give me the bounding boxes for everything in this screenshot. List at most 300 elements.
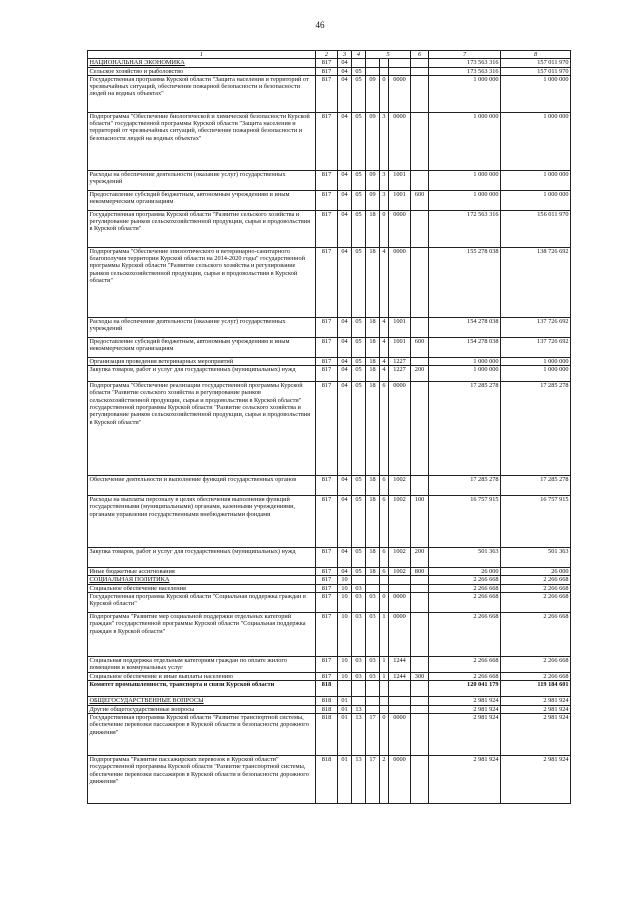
cell-amount-2: 137 726 692 — [501, 337, 571, 357]
cell-expense-type — [411, 755, 429, 803]
cell-amount-2: 2 266 668 — [501, 613, 571, 657]
cell-section: 04 — [338, 366, 352, 382]
cell-subprogram — [380, 681, 389, 697]
cell-ministry: 817 — [316, 357, 338, 365]
cell-amount-2: 2 981 924 — [501, 713, 571, 755]
cell-amount-2: 2 266 668 — [501, 584, 571, 592]
cell-direction: 0000 — [389, 382, 411, 476]
cell-subprogram: 6 — [380, 476, 389, 496]
table-row — [88, 337, 571, 357]
table-row — [88, 476, 571, 496]
cell-subsection: 05 — [352, 382, 366, 476]
table-row — [88, 613, 571, 657]
row-name: Подпрограмма "Обеспечение реализации государственной программы Курской области "Развитие сельского хозяйства и регулирование рынков сельскохозяйственной продукции, сырья и продовольствия в Курской области" государственной программы Курской области "Развитие сельского хозяйства и регулирование рынков сельскохозяйственной продукции, сырья и продовольствия в Курской области" — [88, 382, 316, 476]
cell-ministry: 817 — [316, 576, 338, 584]
row-name: Комитет промышленности, транспорта и связи Курской области — [88, 681, 316, 697]
cell-program: 09 — [366, 75, 380, 112]
cell-expense-type: 600 — [411, 337, 429, 357]
cell-amount-2: 157 011 970 — [501, 59, 571, 67]
cell-amount-2: 501 363 — [501, 548, 571, 568]
cell-expense-type — [411, 584, 429, 592]
cell-ministry: 817 — [316, 593, 338, 613]
cell-amount-1: 154 278 038 — [429, 337, 501, 357]
cell-subsection: 05 — [352, 317, 366, 337]
table-row — [88, 755, 571, 803]
row-name: Расходы на обеспечение деятельности (оказание услуг) государственных учреждений — [88, 317, 316, 337]
cell-expense-type — [411, 476, 429, 496]
cell-amount-2: 2 266 668 — [501, 576, 571, 584]
cell-section: 01 — [338, 705, 352, 713]
cell-amount-2: 1 000 000 — [501, 366, 571, 382]
cell-amount-2: 2 266 668 — [501, 673, 571, 681]
cell-expense-type — [411, 112, 429, 170]
cell-ministry: 817 — [316, 548, 338, 568]
cell-ministry: 817 — [316, 496, 338, 548]
cell-amount-1: 1 000 000 — [429, 357, 501, 365]
cell-amount-1: 172 563 316 — [429, 210, 501, 247]
table-row — [88, 657, 571, 673]
cell-direction — [389, 584, 411, 592]
row-name: НАЦИОНАЛЬНАЯ ЭКОНОМИКА — [88, 59, 316, 67]
cell-subprogram: 6 — [380, 496, 389, 548]
cell-program: 18 — [366, 548, 380, 568]
cell-amount-1: 154 278 038 — [429, 317, 501, 337]
table-row — [88, 713, 571, 755]
cell-subprogram — [380, 576, 389, 584]
row-name: Подпрограмма "Обеспечение биологической и химической безопасности Курской области" государственной программы Курской области "Защита населения и территорий от чрезвычайных ситуаций, обеспечение пожарной безопасности и безопасности людей на водных объектах" — [88, 112, 316, 170]
cell-amount-2: 2 981 924 — [501, 697, 571, 705]
cell-direction: 0000 — [389, 713, 411, 755]
cell-expense-type — [411, 613, 429, 657]
cell-section: 04 — [338, 548, 352, 568]
cell-expense-type — [411, 247, 429, 317]
cell-expense-type — [411, 67, 429, 75]
cell-ministry: 817 — [316, 657, 338, 673]
cell-direction — [389, 59, 411, 67]
cell-amount-2: 16 757 915 — [501, 496, 571, 548]
cell-section: 04 — [338, 382, 352, 476]
cell-subsection: 13 — [352, 755, 366, 803]
table-row — [88, 584, 571, 592]
cell-ministry: 817 — [316, 170, 338, 190]
cell-ministry: 817 — [316, 337, 338, 357]
cell-amount-2: 138 726 692 — [501, 247, 571, 317]
cell-direction: 0000 — [389, 613, 411, 657]
cell-section: 04 — [338, 247, 352, 317]
table-row — [88, 190, 571, 210]
cell-program: 03 — [366, 657, 380, 673]
row-name: Расходы на выплаты персоналу в целях обеспечения выполнения функций государственными (муниципальными) органами, казенными учреждениями, органами управления государственными внебюджетными фондами — [88, 496, 316, 548]
cell-amount-2: 119 184 601 — [501, 681, 571, 697]
cell-ministry: 817 — [316, 67, 338, 75]
cell-program: 03 — [366, 673, 380, 681]
cell-program — [366, 705, 380, 713]
cell-subsection: 05 — [352, 476, 366, 496]
cell-program: 18 — [366, 247, 380, 317]
cell-expense-type — [411, 593, 429, 613]
row-name: ОБЩЕГОСУДАРСТВЕННЫЕ ВОПРОСЫ — [88, 697, 316, 705]
cell-expense-type — [411, 357, 429, 365]
cell-subsection — [352, 681, 366, 697]
cell-section: 10 — [338, 593, 352, 613]
cell-expense-type — [411, 697, 429, 705]
table-row — [88, 548, 571, 568]
cell-subprogram: 6 — [380, 382, 389, 476]
cell-subsection: 05 — [352, 357, 366, 365]
cell-direction: 1001 — [389, 190, 411, 210]
row-name: Государственная программа Курской области "Социальная поддержка граждан в Курской области" — [88, 593, 316, 613]
cell-ministry: 817 — [316, 584, 338, 592]
header-col-6: 6 — [411, 51, 429, 59]
cell-subsection — [352, 59, 366, 67]
cell-section: 01 — [338, 713, 352, 755]
cell-direction — [389, 705, 411, 713]
cell-subprogram — [380, 584, 389, 592]
cell-amount-1: 1 000 000 — [429, 170, 501, 190]
cell-amount-1: 173 563 316 — [429, 67, 501, 75]
cell-subprogram: 1 — [380, 657, 389, 673]
cell-amount-2: 2 266 668 — [501, 593, 571, 613]
header-col-4: 4 — [352, 51, 366, 59]
cell-program: 18 — [366, 496, 380, 548]
cell-expense-type: 100 — [411, 496, 429, 548]
cell-direction: 1227 — [389, 357, 411, 365]
cell-section: 04 — [338, 190, 352, 210]
cell-subprogram: 0 — [380, 210, 389, 247]
cell-program: 09 — [366, 190, 380, 210]
cell-expense-type — [411, 170, 429, 190]
cell-amount-1: 2 981 924 — [429, 705, 501, 713]
row-name: Социальное обеспечение населения — [88, 584, 316, 592]
cell-ministry: 818 — [316, 697, 338, 705]
cell-ministry: 817 — [316, 210, 338, 247]
cell-subsection: 05 — [352, 548, 366, 568]
table-row — [88, 59, 571, 67]
table-row — [88, 705, 571, 713]
cell-program: 17 — [366, 713, 380, 755]
cell-direction: 1001 — [389, 317, 411, 337]
cell-section: 10 — [338, 584, 352, 592]
header-col-2: 2 — [316, 51, 338, 59]
row-name: Государственная программа Курской области "Развитие транспортной системы, обеспечение перевозки пассажиров в Курской области и безопасности дорожного движения" — [88, 713, 316, 755]
row-name: Подпрограмма "Развитие пассажирских перевозок в Курской области" государственной программы Курской области "Развитие транспортной системы, обеспечение перевозки пассажиров в Курской области и безопасности дорожного движения" — [88, 755, 316, 803]
cell-amount-1: 17 285 278 — [429, 476, 501, 496]
cell-direction: 1002 — [389, 568, 411, 576]
cell-amount-2: 2 266 668 — [501, 657, 571, 673]
cell-subprogram: 4 — [380, 247, 389, 317]
cell-section: 04 — [338, 317, 352, 337]
cell-amount-2: 1 000 000 — [501, 75, 571, 112]
table-row — [88, 697, 571, 705]
cell-subprogram: 0 — [380, 75, 389, 112]
cell-ministry: 817 — [316, 568, 338, 576]
cell-amount-1: 2 981 924 — [429, 697, 501, 705]
table-header-row — [88, 51, 571, 59]
cell-program — [366, 681, 380, 697]
cell-amount-1: 173 563 316 — [429, 59, 501, 67]
cell-subprogram: 2 — [380, 755, 389, 803]
cell-direction: 1227 — [389, 366, 411, 382]
cell-direction: 1002 — [389, 548, 411, 568]
cell-expense-type — [411, 59, 429, 67]
cell-amount-1: 501 363 — [429, 548, 501, 568]
cell-ministry: 818 — [316, 713, 338, 755]
cell-section: 10 — [338, 657, 352, 673]
row-name: Предоставление субсидий бюджетным, автономным учреждениям и иным некоммерческим организациям — [88, 190, 316, 210]
row-name: Подпрограмма "Развитие мер социальной поддержки отдельных категорий граждан" государственной программы Курской области "Социальная поддержка граждан в Курской области" — [88, 613, 316, 657]
cell-ministry: 818 — [316, 681, 338, 697]
row-name: Государственная программа Курской области "Защита населения и территорий от чрезвычайных ситуаций, обеспечение пожарной безопасности и безопасности людей на водных объектах" — [88, 75, 316, 112]
row-name: Государственная программа Курской области "Развитие сельского хозяйства и регулирование рынков сельскохозяйственной продукции, сырья и продовольствия в Курской области" — [88, 210, 316, 247]
table-row — [88, 593, 571, 613]
cell-program: 09 — [366, 170, 380, 190]
cell-program: 03 — [366, 593, 380, 613]
cell-subprogram: 0 — [380, 593, 389, 613]
cell-ministry: 818 — [316, 705, 338, 713]
cell-section: 04 — [338, 337, 352, 357]
cell-amount-1: 2 981 924 — [429, 755, 501, 803]
cell-subsection: 05 — [352, 366, 366, 382]
cell-expense-type: 200 — [411, 366, 429, 382]
cell-ministry: 817 — [316, 75, 338, 112]
cell-section: 04 — [338, 210, 352, 247]
cell-ministry: 817 — [316, 476, 338, 496]
cell-direction: 1002 — [389, 496, 411, 548]
cell-subprogram — [380, 67, 389, 75]
cell-section — [338, 681, 352, 697]
cell-section: 04 — [338, 75, 352, 112]
cell-expense-type — [411, 681, 429, 697]
cell-subprogram: 3 — [380, 190, 389, 210]
cell-direction: 0000 — [389, 75, 411, 112]
cell-subprogram: 4 — [380, 337, 389, 357]
table-row — [88, 568, 571, 576]
header-col-8: 8 — [501, 51, 571, 59]
row-name: Социальная поддержка отдельным категориям граждан по оплате жилого помещения и коммунальных услуг — [88, 657, 316, 673]
cell-expense-type — [411, 705, 429, 713]
cell-expense-type — [411, 713, 429, 755]
row-name: Закупка товаров, работ и услуг для государственных (муниципальных) нужд — [88, 366, 316, 382]
row-name: Подпрограмма "Обеспечение эпизоотического и ветеринарно-санитарного благополучия территории Курской области на 2014-2020 годы" государственной программы Курской области "Развитие сельского хозяйства и регулирование рынков сельскохозяйственной продукции, сырья и продовольствия в Курской области" — [88, 247, 316, 317]
cell-amount-1: 16 757 915 — [429, 496, 501, 548]
row-name: Другие общегосударственные вопросы — [88, 705, 316, 713]
cell-program: 18 — [366, 476, 380, 496]
cell-section: 01 — [338, 755, 352, 803]
cell-section: 04 — [338, 496, 352, 548]
cell-section: 04 — [338, 357, 352, 365]
cell-direction — [389, 697, 411, 705]
cell-amount-1: 2 981 924 — [429, 713, 501, 755]
cell-direction: 1001 — [389, 337, 411, 357]
cell-program: 18 — [366, 366, 380, 382]
cell-subsection: 05 — [352, 337, 366, 357]
row-name: Иные бюджетные ассигнования — [88, 568, 316, 576]
table-row — [88, 247, 571, 317]
cell-section: 10 — [338, 673, 352, 681]
cell-direction: 0000 — [389, 210, 411, 247]
cell-subprogram: 1 — [380, 673, 389, 681]
table-row — [88, 357, 571, 365]
table-row — [88, 576, 571, 584]
cell-subprogram: 4 — [380, 357, 389, 365]
cell-direction — [389, 681, 411, 697]
cell-subsection: 05 — [352, 190, 366, 210]
cell-ministry: 817 — [316, 190, 338, 210]
cell-expense-type — [411, 317, 429, 337]
cell-subprogram: 0 — [380, 713, 389, 755]
cell-expense-type: 200 — [411, 548, 429, 568]
cell-amount-2: 26 000 — [501, 568, 571, 576]
cell-amount-1: 1 000 000 — [429, 190, 501, 210]
cell-ministry: 817 — [316, 382, 338, 476]
table-row — [88, 170, 571, 190]
cell-direction: 1244 — [389, 657, 411, 673]
cell-subsection: 05 — [352, 112, 366, 170]
cell-section: 04 — [338, 476, 352, 496]
cell-expense-type — [411, 382, 429, 476]
cell-amount-1: 2 266 668 — [429, 657, 501, 673]
cell-amount-2: 1 000 000 — [501, 112, 571, 170]
cell-direction — [389, 576, 411, 584]
cell-ministry: 817 — [316, 673, 338, 681]
cell-subsection — [352, 697, 366, 705]
cell-program: 18 — [366, 568, 380, 576]
cell-subsection: 05 — [352, 496, 366, 548]
cell-subprogram — [380, 697, 389, 705]
cell-subsection: 03 — [352, 593, 366, 613]
cell-subprogram — [380, 59, 389, 67]
cell-program: 18 — [366, 210, 380, 247]
cell-section: 10 — [338, 576, 352, 584]
cell-ministry: 817 — [316, 366, 338, 382]
cell-section: 04 — [338, 67, 352, 75]
cell-amount-2: 2 981 924 — [501, 705, 571, 713]
table-row — [88, 382, 571, 476]
cell-amount-2: 157 011 970 — [501, 67, 571, 75]
header-col-7: 7 — [429, 51, 501, 59]
cell-section: 04 — [338, 568, 352, 576]
cell-program: 18 — [366, 317, 380, 337]
row-name: Социальное обеспечение и иные выплаты населению — [88, 673, 316, 681]
cell-expense-type: 600 — [411, 190, 429, 210]
row-name: Предоставление субсидий бюджетным, автономным учреждениям и иным некоммерческим организациям — [88, 337, 316, 357]
cell-program: 18 — [366, 357, 380, 365]
cell-subsection: 13 — [352, 713, 366, 755]
cell-subsection: 03 — [352, 657, 366, 673]
cell-amount-1: 2 266 668 — [429, 584, 501, 592]
cell-expense-type — [411, 576, 429, 584]
row-name: СОЦИАЛЬНАЯ ПОЛИТИКА — [88, 576, 316, 584]
cell-ministry: 817 — [316, 247, 338, 317]
cell-subprogram: 6 — [380, 548, 389, 568]
cell-section: 10 — [338, 613, 352, 657]
cell-amount-1: 1 000 000 — [429, 366, 501, 382]
header-col-1: 1 — [88, 51, 316, 59]
cell-expense-type — [411, 657, 429, 673]
table-row — [88, 67, 571, 75]
cell-subsection: 05 — [352, 210, 366, 247]
cell-program — [366, 584, 380, 592]
cell-subprogram: 1 — [380, 613, 389, 657]
cell-subprogram: 3 — [380, 170, 389, 190]
header-col-3: 3 — [338, 51, 352, 59]
table-row — [88, 681, 571, 697]
table-row — [88, 673, 571, 681]
cell-ministry: 817 — [316, 59, 338, 67]
table-row — [88, 496, 571, 548]
cell-amount-2: 1 000 000 — [501, 190, 571, 210]
cell-expense-type — [411, 75, 429, 112]
cell-direction: 0000 — [389, 112, 411, 170]
table-row — [88, 75, 571, 112]
cell-ministry: 817 — [316, 613, 338, 657]
cell-direction: 1244 — [389, 673, 411, 681]
cell-subprogram — [380, 705, 389, 713]
cell-amount-2: 1 000 000 — [501, 357, 571, 365]
cell-ministry: 817 — [316, 112, 338, 170]
cell-expense-type: 800 — [411, 568, 429, 576]
cell-expense-type — [411, 210, 429, 247]
cell-amount-1: 2 266 668 — [429, 593, 501, 613]
cell-subsection: 03 — [352, 584, 366, 592]
cell-program: 18 — [366, 337, 380, 357]
cell-section: 01 — [338, 697, 352, 705]
cell-direction: 0000 — [389, 247, 411, 317]
table-row — [88, 112, 571, 170]
cell-amount-1: 120 041 179 — [429, 681, 501, 697]
cell-subsection: 13 — [352, 705, 366, 713]
cell-program — [366, 697, 380, 705]
cell-amount-1: 155 278 038 — [429, 247, 501, 317]
cell-subprogram: 3 — [380, 112, 389, 170]
table-body — [88, 59, 571, 804]
page-number: 46 — [315, 20, 325, 30]
cell-subsection: 05 — [352, 247, 366, 317]
cell-subsection: 03 — [352, 613, 366, 657]
cell-amount-2: 17 285 278 — [501, 382, 571, 476]
cell-direction — [389, 67, 411, 75]
cell-amount-1: 2 266 668 — [429, 673, 501, 681]
cell-subsection: 05 — [352, 568, 366, 576]
cell-subsection: 05 — [352, 170, 366, 190]
budget-table — [87, 50, 571, 804]
header-col-5: 5 — [366, 51, 411, 59]
cell-section: 04 — [338, 170, 352, 190]
row-name: Организация проведения ветеринарных мероприятий — [88, 357, 316, 365]
cell-program — [366, 67, 380, 75]
cell-section: 04 — [338, 112, 352, 170]
cell-direction: 0000 — [389, 755, 411, 803]
cell-amount-1: 2 266 668 — [429, 613, 501, 657]
cell-subsection: 03 — [352, 673, 366, 681]
cell-amount-2: 1 000 000 — [501, 170, 571, 190]
row-name: Сельское хозяйство и рыболовство — [88, 67, 316, 75]
cell-direction: 1001 — [389, 170, 411, 190]
cell-amount-2: 137 726 692 — [501, 317, 571, 337]
cell-subsection: 05 — [352, 67, 366, 75]
table-row — [88, 366, 571, 382]
cell-direction: 0000 — [389, 593, 411, 613]
cell-subsection: 05 — [352, 75, 366, 112]
cell-direction: 1002 — [389, 476, 411, 496]
table-row — [88, 210, 571, 247]
cell-subsection — [352, 576, 366, 584]
row-name: Закупка товаров, работ и услуг для государственных (муниципальных) нужд — [88, 548, 316, 568]
cell-subprogram: 4 — [380, 366, 389, 382]
cell-section: 04 — [338, 59, 352, 67]
row-name: Обеспечение деятельности и выполнение функций государственных органов — [88, 476, 316, 496]
cell-amount-2: 2 981 924 — [501, 755, 571, 803]
